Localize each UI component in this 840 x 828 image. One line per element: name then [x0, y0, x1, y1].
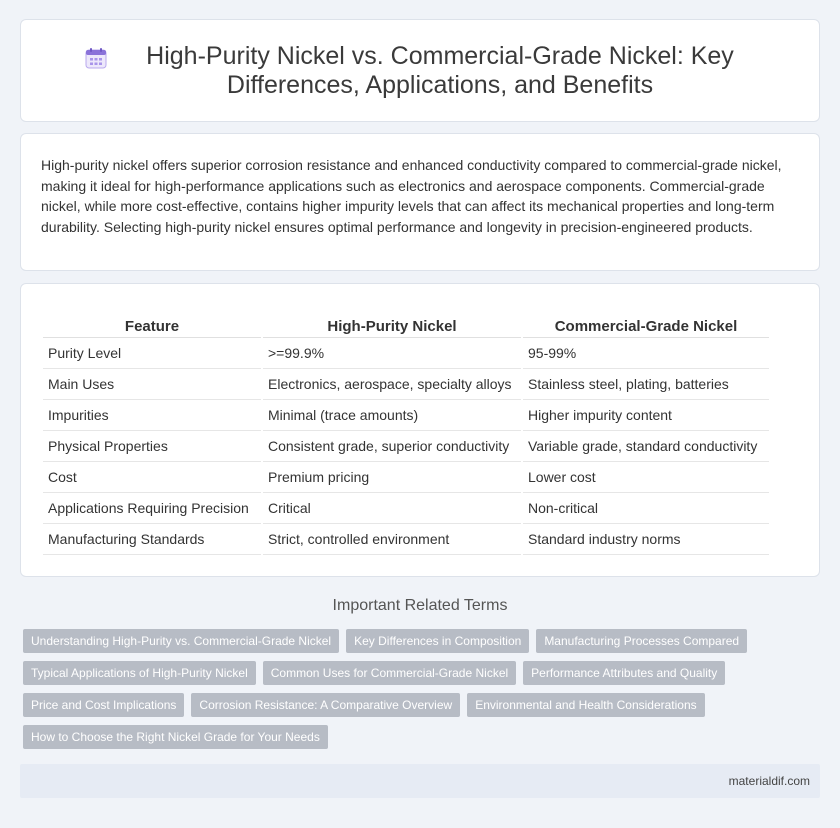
related-term-link[interactable]: Corrosion Resistance: A Comparative Overview — [191, 693, 460, 717]
cell-high-purity: Minimal (trace amounts) — [263, 400, 521, 431]
intro-paragraph: High-purity nickel offers superior corrosion resistance and enhanced conductivity compared to commercial-grade nickel, making it ideal for high-performance applications such as electronics and aerospace components. Commercial-grade nickel, while more cost-effective, contains higher impurity levels that can affect its mechanical properties and long-term durability. Selecting high-purity nickel ensures optimal performance and longevity in precision-engineered products. — [41, 157, 782, 235]
cell-feature: Physical Properties — [43, 431, 261, 462]
cell-high-purity: >=99.9% — [263, 338, 521, 369]
cell-feature: Purity Level — [43, 338, 261, 369]
table-row — [43, 431, 769, 462]
cell-feature: Applications Requiring Precision — [43, 493, 261, 524]
comparison-table — [41, 312, 771, 555]
related-terms-list — [23, 629, 803, 749]
comparison-card — [20, 283, 820, 577]
header-commercial-grade: Commercial-Grade Nickel — [523, 312, 769, 338]
cell-commercial-grade: Higher impurity content — [523, 400, 769, 431]
title-wrap — [70, 42, 770, 100]
cell-feature: Cost — [43, 462, 261, 493]
title-card — [20, 19, 820, 122]
table-row — [43, 400, 769, 431]
related-terms-heading: Important Related Terms — [332, 597, 508, 614]
header-feature: Feature — [43, 312, 261, 338]
table-row — [43, 462, 769, 493]
table-row — [43, 493, 769, 524]
calendar-icon — [85, 47, 107, 69]
cell-feature: Impurities — [43, 400, 261, 431]
page-title: High-Purity Nickel vs. Commercial-Grade Nickel: Key Differences, Applications, and Benefits — [146, 41, 734, 99]
cell-commercial-grade: Lower cost — [523, 462, 769, 493]
cell-commercial-grade: 95-99% — [523, 338, 769, 369]
related-term-link[interactable]: Environmental and Health Considerations — [467, 693, 704, 717]
cell-feature: Main Uses — [43, 369, 261, 400]
related-term-link[interactable]: Typical Applications of High-Purity Nickel — [23, 661, 256, 685]
related-term-link[interactable]: Common Uses for Commercial-Grade Nickel — [263, 661, 516, 685]
related-term-link[interactable]: Manufacturing Processes Compared — [536, 629, 747, 653]
footer — [20, 764, 820, 798]
cell-commercial-grade: Stainless steel, plating, batteries — [523, 369, 769, 400]
footer-site-link[interactable]: materialdif.com — [728, 774, 810, 788]
related-term-link[interactable]: Price and Cost Implications — [23, 693, 184, 717]
related-term-link[interactable]: Understanding High-Purity vs. Commercial-Grade Nickel — [23, 629, 339, 653]
table-row — [43, 524, 769, 555]
cell-feature: Manufacturing Standards — [43, 524, 261, 555]
cell-commercial-grade: Variable grade, standard conductivity — [523, 431, 769, 462]
table-row — [43, 338, 769, 369]
cell-high-purity: Electronics, aerospace, specialty alloys — [263, 369, 521, 400]
header-high-purity: High-Purity Nickel — [263, 312, 521, 338]
cell-high-purity: Critical — [263, 493, 521, 524]
related-term-link[interactable]: How to Choose the Right Nickel Grade for Your Needs — [23, 725, 328, 749]
cell-commercial-grade: Standard industry norms — [523, 524, 769, 555]
related-term-link[interactable]: Performance Attributes and Quality — [523, 661, 725, 685]
table-header-row — [43, 312, 769, 338]
related-term-link[interactable]: Key Differences in Composition — [346, 629, 529, 653]
cell-commercial-grade: Non-critical — [523, 493, 769, 524]
cell-high-purity: Consistent grade, superior conductivity — [263, 431, 521, 462]
cell-high-purity: Premium pricing — [263, 462, 521, 493]
table-row — [43, 369, 769, 400]
intro-card — [20, 133, 820, 271]
cell-high-purity: Strict, controlled environment — [263, 524, 521, 555]
